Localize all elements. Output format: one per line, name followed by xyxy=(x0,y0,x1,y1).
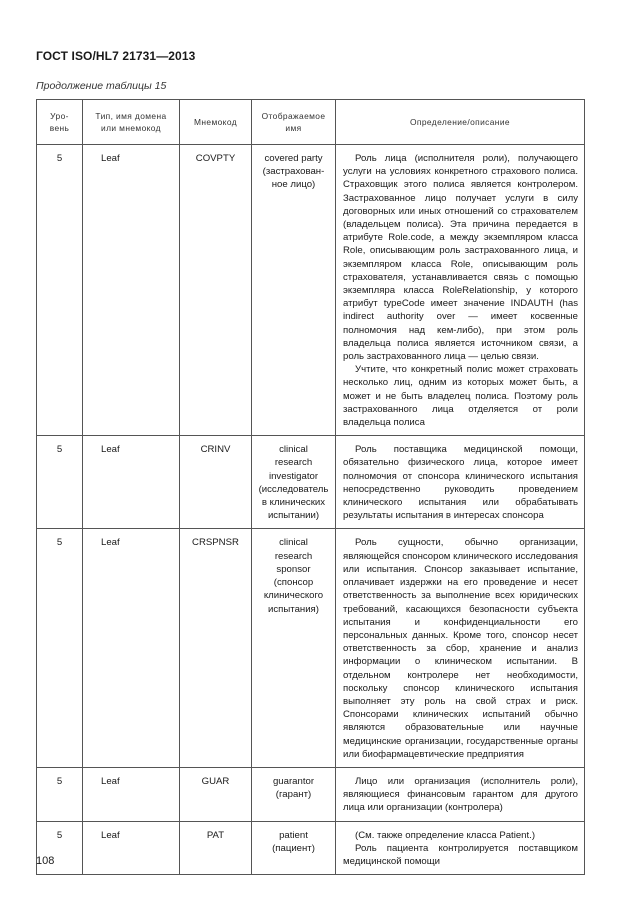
display-name-line: research xyxy=(274,550,313,562)
definition-paragraph: Лицо или организация (исполнитель роли), являющиеся финансовым гарантом для другого лица или организации (контролера) xyxy=(343,775,578,814)
display-name-line: guarantor xyxy=(272,775,315,787)
cell-type: Leaf xyxy=(83,145,180,436)
cell-level: 5 xyxy=(37,529,83,767)
header-name-line2: имя xyxy=(285,123,302,133)
page-number: 108 xyxy=(36,855,55,867)
definition-paragraph: (См. также определение класса Patient.) xyxy=(355,829,536,841)
cell-definition xyxy=(336,436,585,529)
cell-mnemonic: COVPTY xyxy=(180,145,252,436)
table-header-row xyxy=(37,100,585,145)
cell-mnemonic: CRSPNSR xyxy=(180,529,252,767)
display-name-line: (гарант) xyxy=(275,789,312,801)
cell-level: 5 xyxy=(37,145,83,436)
display-name-line: испытания) xyxy=(268,603,319,615)
table-row xyxy=(37,529,585,767)
header-definition: Определение/описание xyxy=(336,100,585,145)
definition-paragraph: Учтите, что конкретный полис может страховать несколько лиц, одним из которых может быть, а может и не быть владелец полиса. Поэтому роль застрахованного лица отделяется от роли владельца полиса xyxy=(343,364,578,429)
cell-level: 5 xyxy=(37,767,83,821)
cell-display-name xyxy=(252,767,336,821)
cell-mnemonic: CRINV xyxy=(180,436,252,529)
display-name-line: covered party xyxy=(264,153,323,164)
table-continuation-caption: Продолжение таблицы 15 xyxy=(36,80,167,92)
display-name-line: patient xyxy=(279,829,308,841)
cell-definition xyxy=(336,529,585,767)
cell-type: Leaf xyxy=(83,436,180,529)
display-name-line: sponsor xyxy=(276,563,311,575)
display-name-line: в клинических xyxy=(261,497,326,509)
display-name-line: clinical xyxy=(279,444,308,456)
document-header: ГОСТ ISO/HL7 21731—2013 xyxy=(36,49,196,63)
cell-type: Leaf xyxy=(83,529,180,767)
display-name-line: (спонсор xyxy=(273,577,314,589)
cell-display-name xyxy=(252,529,336,767)
cell-type: Leaf xyxy=(83,821,180,875)
header-name xyxy=(252,100,336,145)
definition-paragraph: Роль поставщика медицинской помощи, обязательно физического лица, которое имеет полномочия от спонсора клинического испытания непосредственно руководить проведением клинического испытания или обрабатывать результаты испытания в интересах спонсора xyxy=(343,444,578,522)
header-level-line2: вень xyxy=(49,123,70,133)
cell-type: Leaf xyxy=(83,767,180,821)
header-level-line1: Уро- xyxy=(50,110,69,121)
cell-display-name xyxy=(252,821,336,875)
definition-paragraph: Роль лица (исполнителя роли), получающего услуги на условиях конкретного страхового полиса. Страховщик этого полиса является контролером. Застрахованное лицо получает услуги в силу договорных или иных отношений со страхователем (владельцем полиса). Эта причина передается в атрибуте Role.code, а между экземпляром класса Role, описывающим роль застрахованного лица, и экземпляром класса Role, описывающим роль страхователя, устанавливается связь с помощью экземпляра класса RoleRelationship, у которого атрибут typeCode имеет значение INDAUTH (has indirect authority over — имеет косвенные полномочия над кем-либо), при этом роль владельца полиса является источником связи, а роль застрахованного лица — целью связи. xyxy=(343,153,578,363)
header-mnemonic: Мнемокод xyxy=(180,100,252,145)
cell-display-name xyxy=(252,145,336,436)
cell-mnemonic: PAT xyxy=(180,821,252,875)
definition-paragraph: Роль пациента контролируется поставщиком медицинской помощи xyxy=(343,842,578,867)
table-row xyxy=(37,821,585,875)
definition-paragraph: Роль сущности, обычно организации, являющейся спонсором клинического исследования или испытания. Спонсор заказывает испытание, оплачивает издержки на его проведение и несет ответственность за выполнение всех юридических требований, касающихся безопасности субъекта испытания и конфиденциальности его персональных данных. Кроме того, спонсор несет ответственность за сбор, хранение и анализ информации о клиническом испытании. В отдельном контролере нет необходимости, поскольку спонсор клинического испытания выполняет эту роль на свой страх и риск. Спонсорами клинических испытаний обычно являются образовательные или научные медицинские организации, государственные органы или биофармацевтические предприятия xyxy=(343,537,578,760)
header-type-line2: или мнемокод xyxy=(101,123,161,133)
table-row xyxy=(37,436,585,529)
display-name-line: research xyxy=(274,457,313,469)
display-name-line: (застрахован- xyxy=(262,166,325,178)
display-name-line: investigator xyxy=(268,470,319,482)
header-level xyxy=(37,100,83,145)
display-name-line: ное лицо) xyxy=(271,179,316,191)
definitions-table xyxy=(36,99,585,875)
display-name-line: (пациент) xyxy=(272,842,315,854)
header-type-line1: Тип, имя домена xyxy=(95,110,167,121)
display-name-line: clinical xyxy=(279,537,308,549)
header-name-line1: Отображаемое xyxy=(261,110,326,121)
display-name-line: испытании) xyxy=(267,510,320,522)
cell-definition xyxy=(336,821,585,875)
table-row xyxy=(37,767,585,821)
cell-definition xyxy=(336,145,585,436)
cell-definition xyxy=(336,767,585,821)
display-name-line: клинического xyxy=(263,590,324,602)
cell-level: 5 xyxy=(37,821,83,875)
header-type xyxy=(83,100,180,145)
cell-mnemonic: GUAR xyxy=(180,767,252,821)
display-name-line: (исследователь xyxy=(258,483,329,495)
table-row xyxy=(37,145,585,436)
cell-level: 5 xyxy=(37,436,83,529)
cell-display-name xyxy=(252,436,336,529)
